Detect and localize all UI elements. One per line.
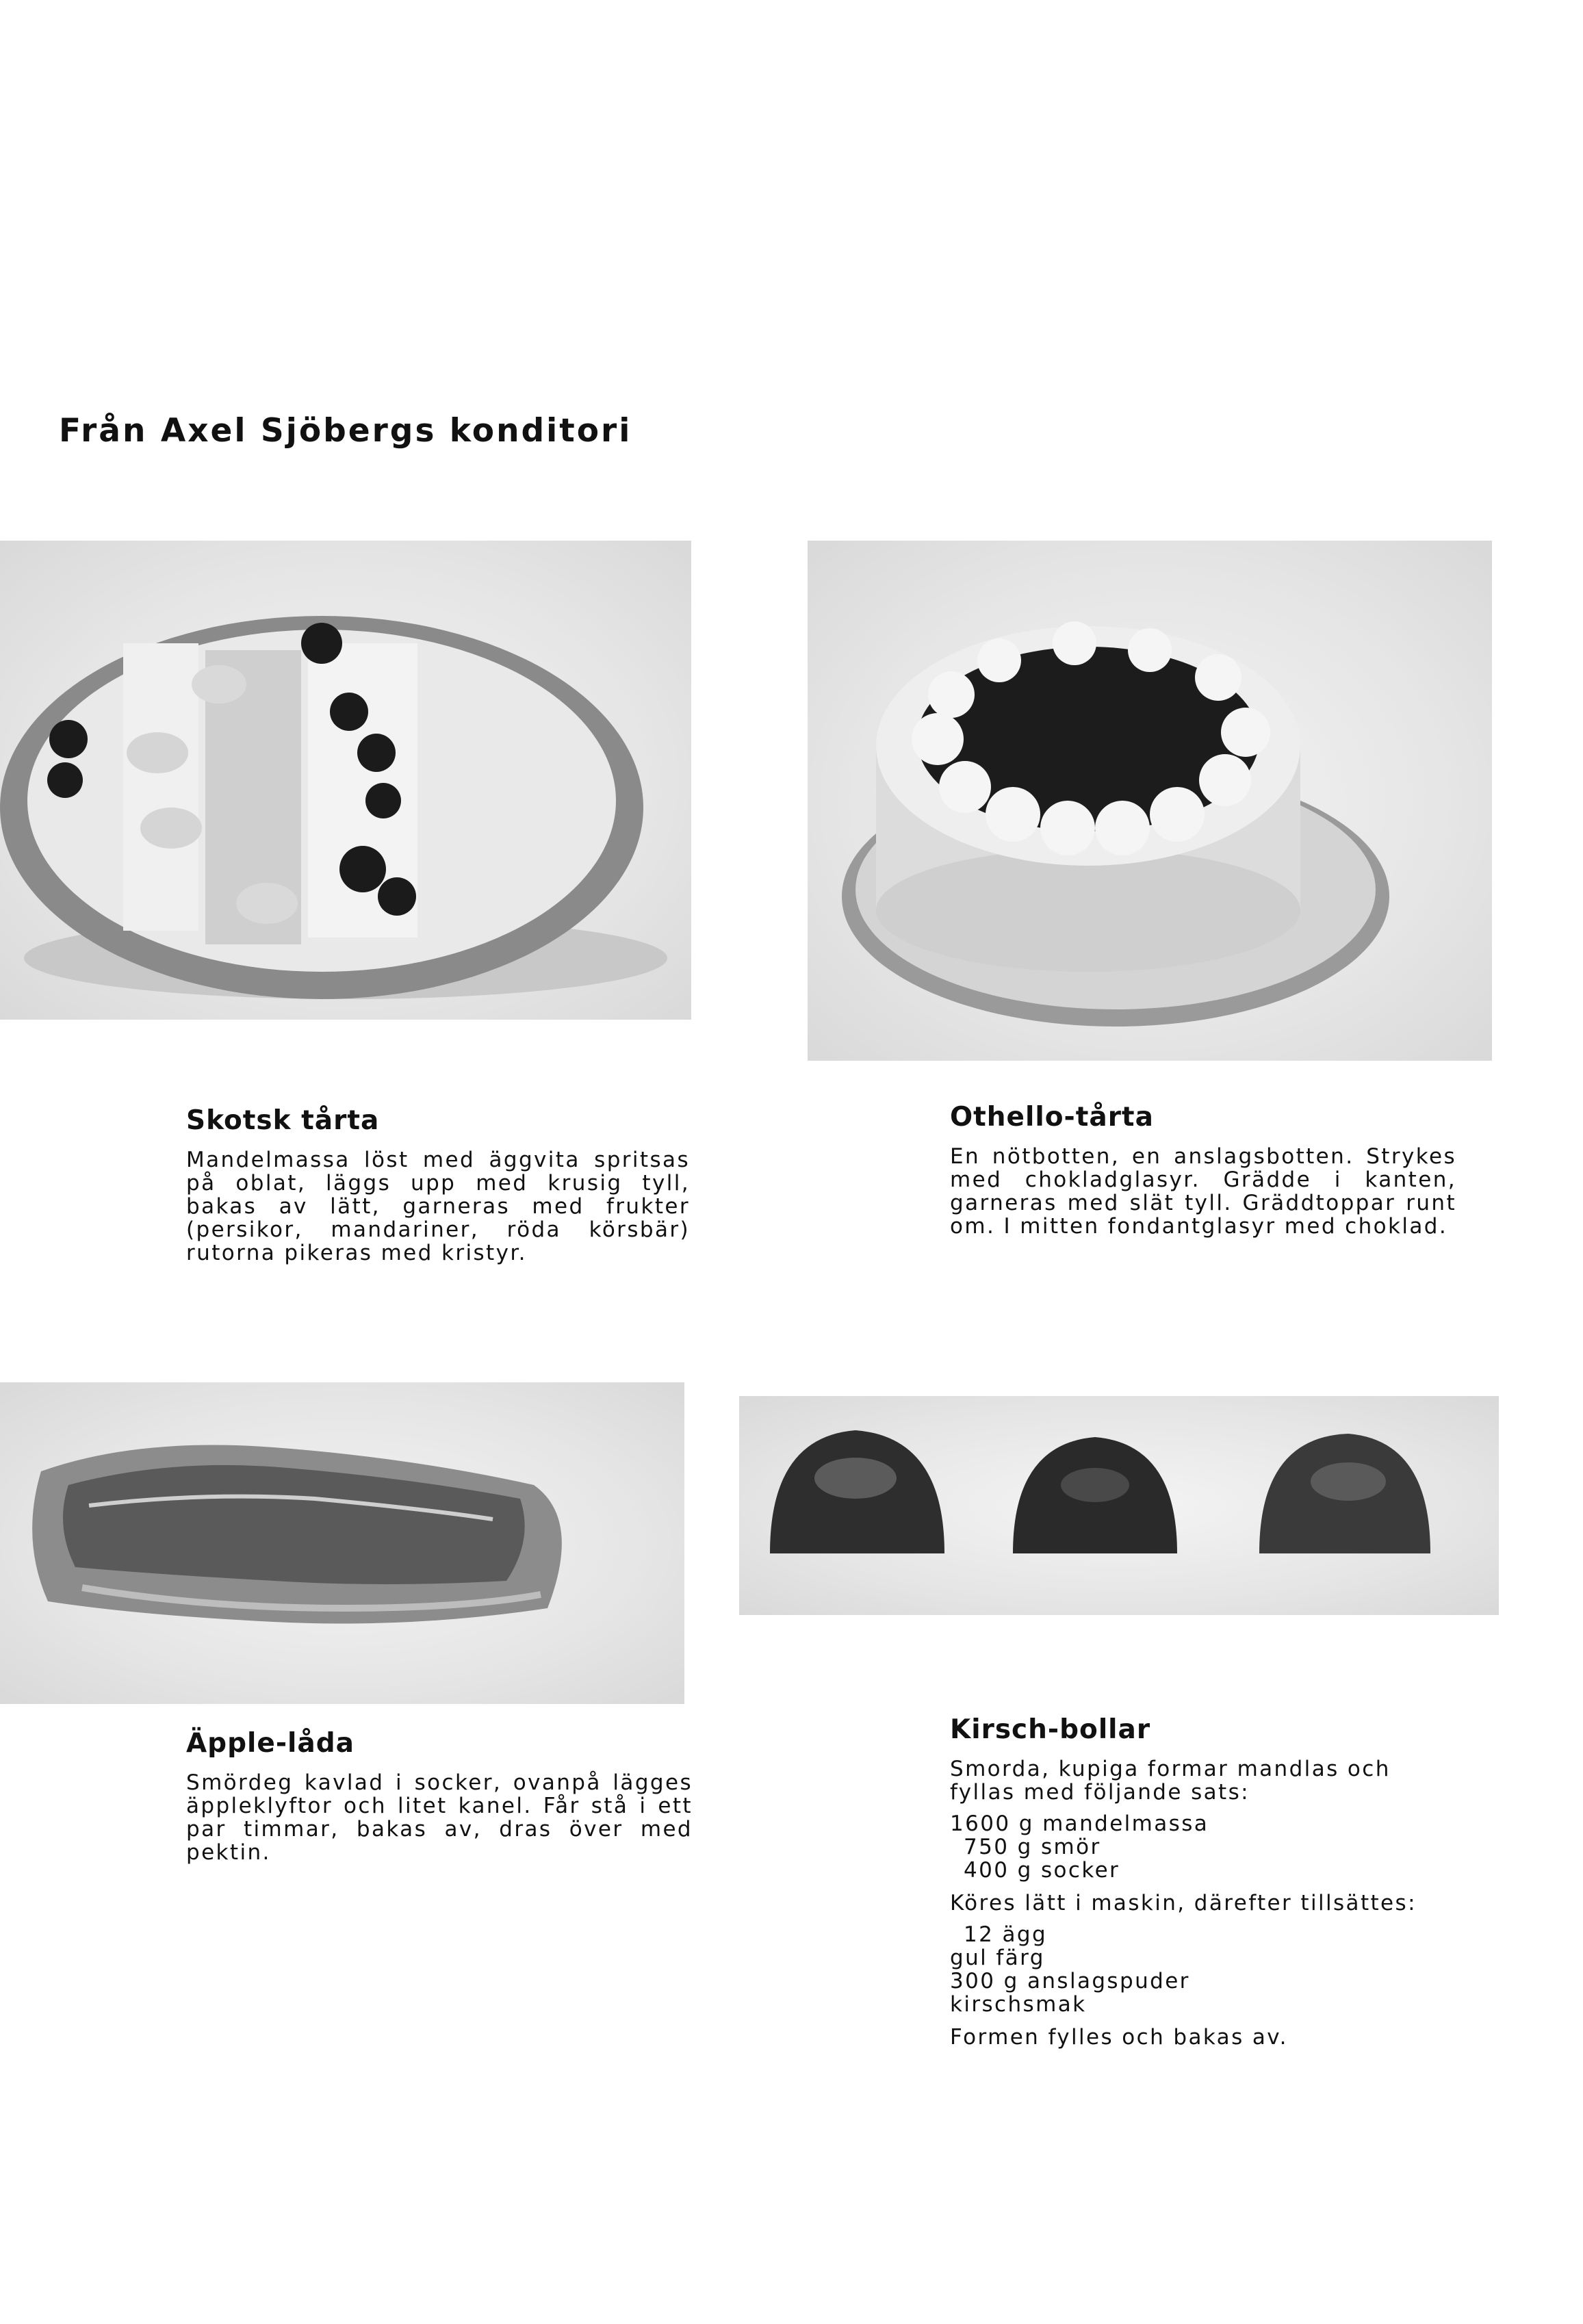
ingredient-line: 12 ägg	[964, 1922, 1048, 1947]
kirsch-bollar-photo	[739, 1396, 1499, 1615]
othello-tarta-photo	[808, 541, 1492, 1061]
ingredient-line: 300 g anslagspuder	[950, 1969, 1190, 1993]
recipe-kirsch-bollar	[950, 1714, 1456, 2049]
skotsk-tarta-photo	[0, 541, 691, 1020]
recipe-apple-lada	[186, 1728, 693, 1864]
recipe-title-skotsk: Skotsk tårta	[186, 1105, 380, 1136]
recipe-title-othello: Othello-tårta	[950, 1102, 1154, 1133]
recipe-middle-kirsch: Köres lätt i maskin, därefter tillsättes:	[950, 1891, 1417, 1915]
recipe-skotsk-tarta	[186, 1105, 690, 1265]
recipe-intro-kirsch: Smorda, kupiga formar mandlas och fyllas med följande sats:	[950, 1757, 1391, 1805]
ingredient-line: kirschsmak	[950, 1992, 1087, 2017]
recipe-title-apple: Äpple-låda	[186, 1728, 355, 1759]
ingredient-line: 400 g socker	[964, 1858, 1120, 1883]
ingredient-line: 750 g smör	[964, 1835, 1101, 1859]
ingredient-line: 1600 g mandelmassa	[950, 1811, 1209, 1836]
page-title: Från Axel Sjöbergs konditori	[59, 412, 632, 450]
ingredient-list-1	[950, 1812, 1456, 1882]
recipe-othello-tarta	[950, 1102, 1456, 1238]
ingredient-list-2	[950, 1923, 1456, 2016]
ingredient-line: gul färg	[950, 1946, 1045, 1970]
recipe-text-othello: En nötbotten, en anslagsbotten. Strykes med chokladglasyr. Grädde i kanten, garneras med slät tyll. Gräddtoppar runt om. I mitten fondantglasyr med choklad.	[950, 1144, 1456, 1239]
apple-lada-photo	[0, 1382, 684, 1704]
recipe-title-kirsch: Kirsch-bollar	[950, 1714, 1151, 1745]
recipe-outro-kirsch: Formen fylles och bakas av.	[950, 2025, 1288, 2050]
recipe-text-skotsk: Mandelmassa löst med äggvita spritsas på oblat, läggs upp med krusig tyll, bakas av lätt, garneras med frukter (persikor, mandariner, röda körsbär) rutorna pikeras med kristyr.	[186, 1148, 690, 1265]
recipe-text-apple: Smördeg kavlad i socker, ovanpå lägges äppleklyftor och litet kanel. Får stå i ett par timmar, bakas av, dras över med pektin.	[186, 1770, 693, 1865]
